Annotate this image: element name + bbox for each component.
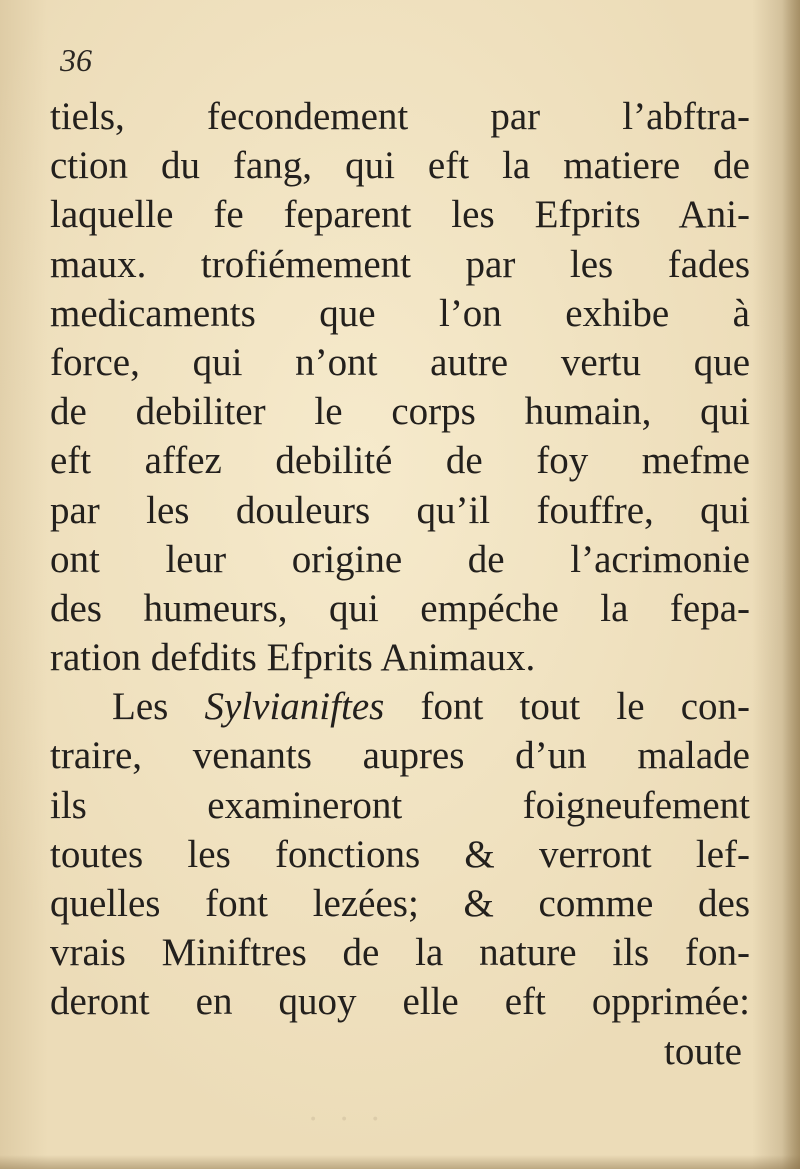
page-edge-shadow: [782, 0, 800, 1169]
text-line: ction du fang, qui eft la matiere de: [50, 144, 750, 188]
text-line: vrais Miniftres de la nature ils fon-: [50, 931, 750, 975]
paragraph-start-line: [50, 682, 750, 731]
text-line: quelles font lezées; & comme des: [50, 882, 750, 925]
page-bottom-shadow: [0, 1155, 800, 1169]
text-line: des humeurs, qui empéche la fepa-: [50, 586, 750, 630]
text-line: eft affez debilité de foy mefme: [50, 439, 750, 483]
text-line: toutes les fonctions & verront lef-: [50, 832, 750, 876]
page-number: 36: [60, 42, 92, 78]
text-line: ont leur origine de l’acrimonie: [50, 537, 750, 581]
text-run: font tout le con-: [384, 685, 751, 729]
text-line: medicaments que l’on exhibe à: [50, 291, 750, 335]
text-line: de debiliter le corps humain, qui: [50, 390, 750, 434]
text-line: par les douleurs qu’il fouffre, qui: [50, 488, 750, 532]
text-line: deront en quoy elle eft opprimée:: [50, 980, 750, 1024]
text-line: traire, venants aupres d’un malade: [50, 734, 750, 778]
text-line: ration defdits Efprits Animaux.: [50, 636, 536, 680]
text-line: tiels, fecondement par l’abftra-: [50, 95, 750, 138]
italic-term: Sylvianiftes: [204, 685, 385, 729]
text-line: force, qui n’ont autre vertu que: [50, 340, 750, 384]
catchword: toute: [664, 1029, 742, 1073]
text-run: Les: [112, 685, 205, 729]
text-line: laquelle fe feparent les Efprits Ani-: [50, 193, 750, 237]
text-line: maux. trofiémement par les fades: [50, 242, 750, 286]
show-through-text: · · ·: [302, 1102, 380, 1137]
body-text: [50, 92, 750, 1076]
text-line: ils examineront foigneufement: [50, 783, 750, 827]
